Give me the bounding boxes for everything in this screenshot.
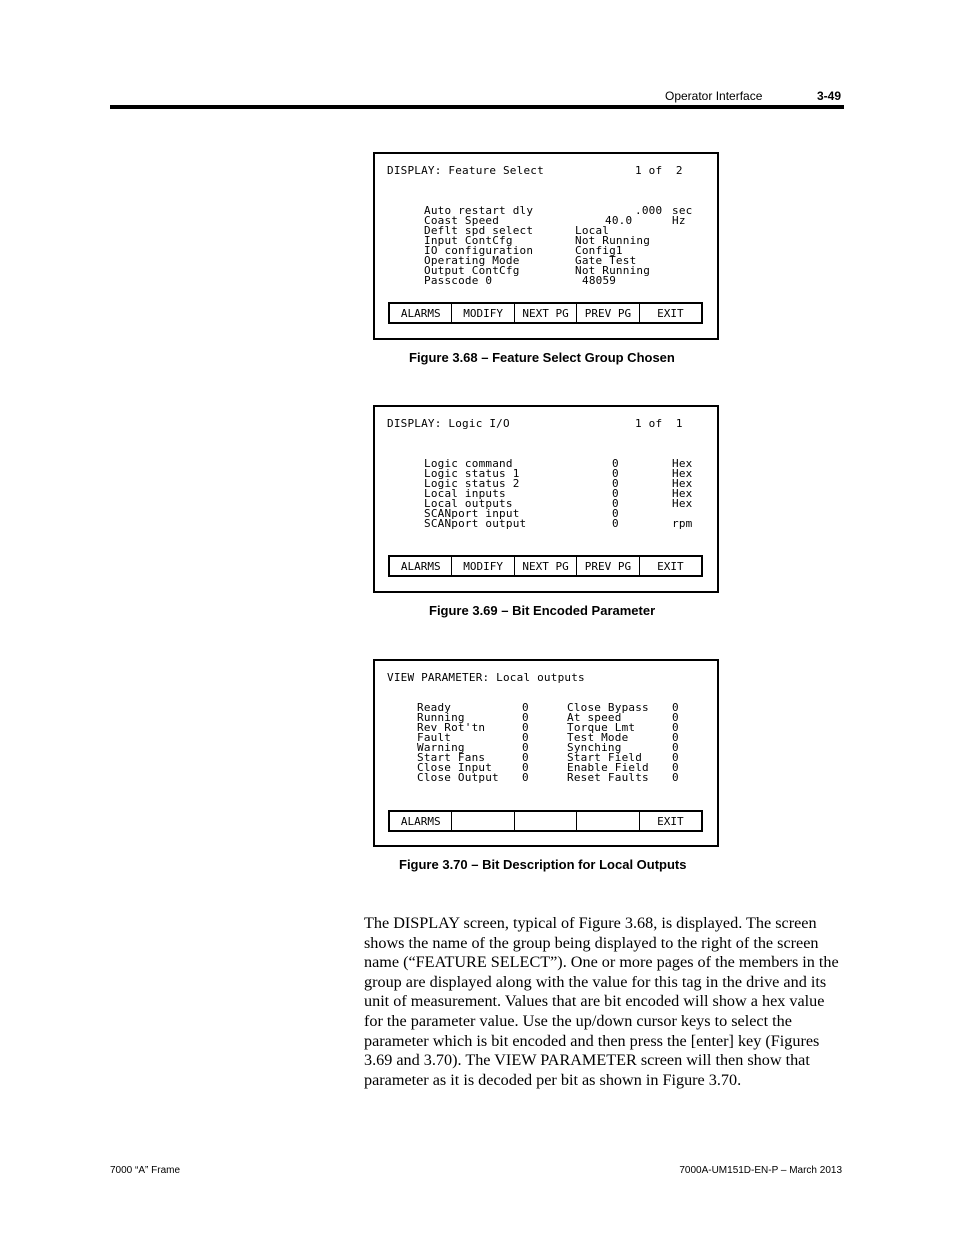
alarms-button[interactable]: ALARMS bbox=[390, 557, 452, 575]
bit-value: 0 bbox=[672, 741, 679, 754]
bit-name: Close Output bbox=[417, 771, 499, 784]
bit-value: 0 bbox=[522, 721, 529, 734]
param-value: .000 bbox=[635, 204, 663, 217]
bit-value: 0 bbox=[672, 731, 679, 744]
softkey-bar bbox=[388, 810, 703, 832]
bit-value: 0 bbox=[672, 771, 679, 784]
screen-title: DISPLAY: Logic I/O bbox=[387, 417, 510, 430]
softkey-blank-4[interactable] bbox=[577, 812, 639, 830]
bit-value: 0 bbox=[522, 751, 529, 764]
param-value: 0 bbox=[612, 517, 619, 530]
bit-name: Rev Rot'tn bbox=[417, 721, 486, 734]
param-name: Logic command bbox=[424, 457, 513, 470]
bit-name: Fault bbox=[417, 731, 452, 744]
page-indicator: 1 of 2 bbox=[635, 164, 683, 177]
softkey-blank-3[interactable] bbox=[515, 812, 577, 830]
softkey-bar bbox=[388, 555, 703, 577]
bit-name: Torque Lmt bbox=[567, 721, 636, 734]
bit-name: Close Input bbox=[417, 761, 493, 774]
param-unit: Hex bbox=[672, 477, 693, 490]
bit-name: Start Fans bbox=[417, 751, 486, 764]
body-paragraph bbox=[364, 914, 844, 1090]
exit-button[interactable]: EXIT bbox=[657, 306, 684, 320]
bit-value: 0 bbox=[672, 751, 679, 764]
bit-value: 0 bbox=[672, 761, 679, 774]
softkey-bar bbox=[388, 302, 703, 324]
figure-caption: Figure 3.68 – Feature Select Group Chosen bbox=[409, 350, 675, 365]
screen-title: DISPLAY: Feature Select bbox=[387, 164, 544, 177]
bit-value: 0 bbox=[522, 771, 529, 784]
param-value: 0 bbox=[612, 487, 619, 500]
screen-title: VIEW PARAMETER: Local outputs bbox=[387, 671, 585, 684]
param-unit: Hz bbox=[672, 214, 686, 227]
footer-left: 7000 “A” Frame bbox=[110, 1165, 181, 1176]
param-value: Gate Test bbox=[575, 254, 637, 267]
param-value: Not Running bbox=[575, 264, 651, 277]
param-value: 48059 bbox=[582, 274, 617, 287]
param-name: Deflt spd select bbox=[424, 224, 534, 237]
exit-button[interactable]: EXIT bbox=[657, 814, 684, 828]
softkey-blank-2[interactable] bbox=[452, 812, 514, 830]
body-paragraph-text: The DISPLAY screen, typical of Figure 3.68, is displayed. The screen shows the name of the group being displayed to the right of the screen name (“FEATURE SELECT”). One or more pages of the members in the group are displayed along with the value for this tag in the drive and its unit of measurement. Values that are bit encoded will show a hex value for the parameter value. Use the up/down cursor keys to select the parameter which is bit encoded and then press the [enter] key (Figures 3.69 and 3.70). The VIEW PARAMETER screen will then show that parameter as it is decoded per bit as shown in Figure 3.70. bbox=[364, 914, 839, 1089]
param-unit: sec bbox=[672, 204, 693, 217]
param-name: Coast Speed bbox=[424, 214, 500, 227]
prev-page-button[interactable]: PREV PG bbox=[577, 304, 639, 322]
figure-3-68-screen bbox=[373, 152, 719, 340]
param-unit: Hex bbox=[672, 487, 693, 500]
page-number: 3-49 bbox=[817, 89, 842, 103]
alarms-button[interactable]: ALARMS bbox=[390, 812, 452, 830]
bit-value: 0 bbox=[522, 711, 529, 724]
param-value: Not Running bbox=[575, 234, 651, 247]
bit-name: Start Field bbox=[567, 751, 643, 764]
param-unit: Hex bbox=[672, 497, 693, 510]
param-value: Local bbox=[575, 224, 610, 237]
param-unit: Hex bbox=[672, 467, 693, 480]
bit-name: At speed bbox=[567, 711, 622, 724]
bit-value: 0 bbox=[522, 741, 529, 754]
figure-caption: Figure 3.70 – Bit Description for Local Outputs bbox=[399, 857, 687, 872]
param-name: Logic status 2 bbox=[424, 477, 520, 490]
bit-value: 0 bbox=[672, 701, 679, 714]
bit-name: Ready bbox=[417, 701, 452, 714]
bit-value: 0 bbox=[522, 701, 529, 714]
bit-name: Enable Field bbox=[567, 761, 649, 774]
param-name: Local outputs bbox=[424, 497, 513, 510]
param-name: Local inputs bbox=[424, 487, 506, 500]
next-page-button[interactable]: NEXT PG bbox=[515, 557, 577, 575]
param-name: IO configuration bbox=[424, 244, 534, 257]
modify-button[interactable]: MODIFY bbox=[452, 304, 514, 322]
bit-name: Warning bbox=[417, 741, 465, 754]
alarms-button[interactable]: ALARMS bbox=[390, 304, 452, 322]
param-value: 0 bbox=[612, 467, 619, 480]
param-name: Logic status 1 bbox=[424, 467, 520, 480]
figure-caption: Figure 3.69 – Bit Encoded Parameter bbox=[429, 603, 656, 618]
bit-name: Running bbox=[417, 711, 465, 724]
param-value: 0 bbox=[612, 457, 619, 470]
param-value: 40.0 bbox=[605, 214, 633, 227]
page-indicator: 1 of 1 bbox=[635, 417, 683, 430]
bit-value: 0 bbox=[522, 731, 529, 744]
prev-page-button[interactable]: PREV PG bbox=[577, 557, 639, 575]
param-value: Config1 bbox=[575, 244, 623, 257]
bit-name: Test Mode bbox=[567, 731, 629, 744]
param-name: Input ContCfg bbox=[424, 234, 513, 247]
running-header-section: Operator Interface bbox=[665, 89, 763, 103]
param-unit: rpm bbox=[672, 517, 693, 530]
bit-name: Close Bypass bbox=[567, 701, 649, 714]
next-page-button[interactable]: NEXT PG bbox=[515, 304, 577, 322]
exit-button[interactable]: EXIT bbox=[657, 559, 684, 573]
param-value: 0 bbox=[612, 477, 619, 490]
bit-value: 0 bbox=[522, 761, 529, 774]
param-value: 0 bbox=[612, 507, 619, 520]
param-name: SCANport input bbox=[424, 507, 520, 520]
param-unit: Hex bbox=[672, 457, 693, 470]
figure-3-69-screen bbox=[373, 405, 719, 593]
bit-value: 0 bbox=[672, 711, 679, 724]
modify-button[interactable]: MODIFY bbox=[452, 557, 514, 575]
bit-name: Synching bbox=[567, 741, 622, 754]
header-rule bbox=[110, 105, 844, 109]
param-name: Passcode 0 bbox=[424, 274, 493, 287]
param-name: Output ContCfg bbox=[424, 264, 520, 277]
param-value: 0 bbox=[612, 497, 619, 510]
figure-3-70-screen bbox=[373, 659, 719, 847]
param-name: Operating Mode bbox=[424, 254, 520, 267]
bit-value: 0 bbox=[672, 721, 679, 734]
param-name: Auto restart dly bbox=[424, 204, 534, 217]
footer-right: 7000A-UM151D-EN-P – March 2013 bbox=[679, 1165, 842, 1176]
param-name: SCANport output bbox=[424, 517, 527, 530]
bit-name: Reset Faults bbox=[567, 771, 649, 784]
